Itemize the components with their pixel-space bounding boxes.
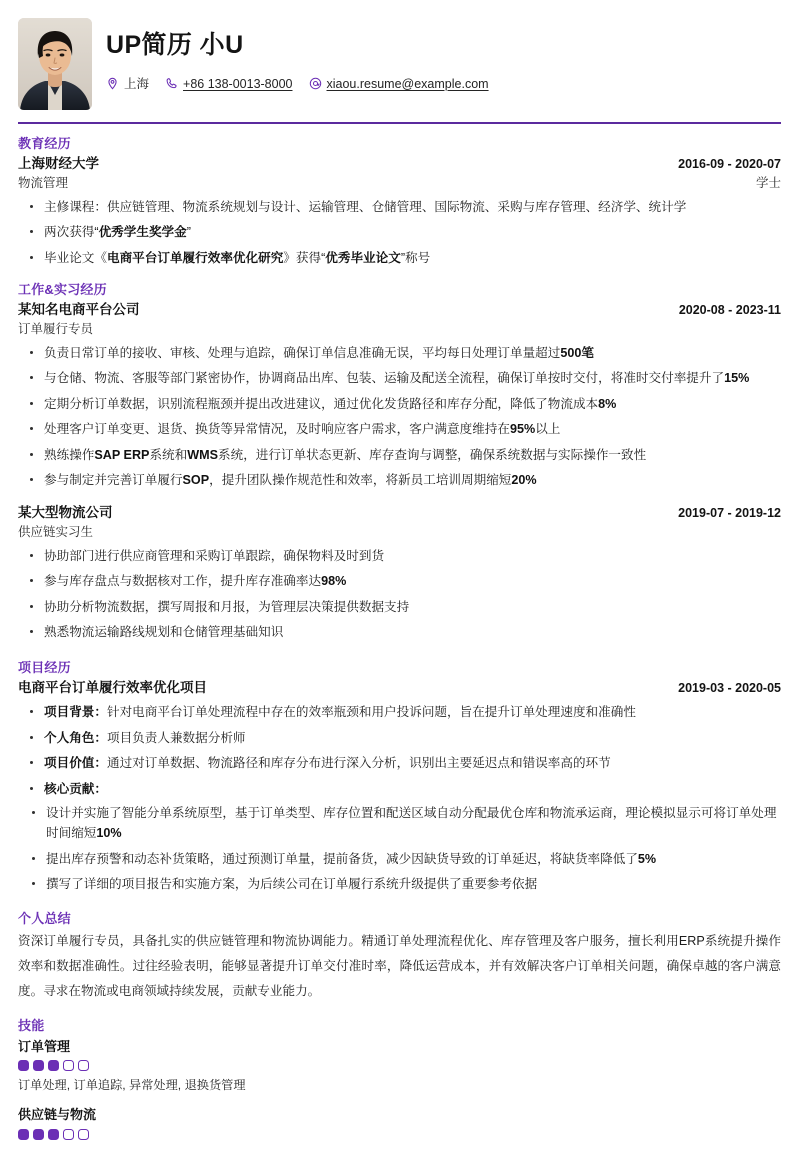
contact-phone-text[interactable]: +86 138-0013-8000 [183, 76, 293, 91]
project-entry-header [18, 678, 781, 698]
section-education [18, 136, 781, 268]
bullet-item: 与仓储、物流、客服等部门紧密协作，协调商品出库、包装、运输及配送全流程，确保订单按时交付，将准时交付率提升了15% [18, 368, 781, 388]
company-name: 某大型物流公司 [18, 505, 113, 521]
skill-dot [78, 1060, 89, 1071]
skill-dot [63, 1129, 74, 1140]
school-name: 上海财经大学 [18, 156, 99, 172]
bullet-item: 熟练操作SAP ERP系统和WMS系统，进行订单状态更新、库存查询与调整，确保系统数据与实际操作一致性 [18, 445, 781, 465]
skill-dot [78, 1129, 89, 1140]
avatar [18, 18, 92, 110]
work-entry [18, 300, 781, 490]
bullet-item: 定期分析订单数据，识别流程瓶颈并提出改进建议，通过优化发货路径和库存分配，降低了物流成本8% [18, 394, 781, 414]
skill-level-dots [18, 1060, 781, 1071]
location-icon [106, 77, 119, 90]
bullet-item: 两次获得“优秀学生奖学金” [18, 222, 781, 242]
work-entry-header [18, 300, 781, 320]
work-entry [18, 503, 781, 642]
contact-email-text[interactable]: xiaou.resume@example.com [326, 76, 489, 91]
skill-item [18, 1037, 781, 1095]
skill-dot [63, 1060, 74, 1071]
section-skills [18, 1018, 781, 1140]
candidate-name: UP简历 小U [106, 31, 244, 59]
education-dates: 2016-09 - 2020-07 [678, 157, 781, 172]
bullet-item: 处理客户订单变更、退货、换货等异常情况，及时响应客户需求，客户满意度维持在95%以上 [18, 419, 781, 439]
skill-dot [33, 1129, 44, 1140]
work-entry-subheader [18, 320, 781, 338]
company-name: 某知名电商平台公司 [18, 302, 140, 318]
section-project [18, 660, 781, 895]
section-summary [18, 911, 781, 1005]
skill-name: 订单管理 [18, 1038, 71, 1054]
bullet-item: 毕业论文《电商平台订单履行效率优化研究》获得“优秀毕业论文”称号 [18, 248, 781, 268]
work-entry-header [18, 503, 781, 523]
section-title-work: 工作&实习经历 [18, 282, 107, 298]
project-dates: 2019-03 - 2020-05 [678, 680, 781, 695]
work-dates: 2019-07 - 2019-12 [678, 506, 781, 521]
bullet-item: 协助部门进行供应商管理和采购订单跟踪，确保物料及时到货 [18, 546, 781, 566]
bullet-item: 核心贡献： [18, 779, 781, 799]
section-work [18, 282, 781, 643]
skill-dot [33, 1060, 44, 1071]
bullet-item: 协助分析物流数据，撰写周报和月报，为管理层决策提供数据支持 [18, 597, 781, 617]
work-entry-subheader [18, 523, 781, 541]
phone-icon [165, 77, 178, 90]
skill-dot [48, 1129, 59, 1140]
bullet-item: 参与库存盘点与数据核对工作，提升库存准确率达98% [18, 571, 781, 591]
degree: 学士 [755, 175, 781, 190]
skill-dot [18, 1129, 29, 1140]
project-bullets [18, 702, 781, 799]
bullet-item: 主修课程：供应链管理、物流系统规划与设计、运输管理、仓储管理、国际物流、采购与库存管理、经济学、统计学 [18, 197, 781, 217]
header-divider [18, 122, 781, 124]
job-title: 订单履行专员 [18, 321, 94, 336]
skill-tags: 订单处理, 订单追踪, 异常处理, 退换货管理 [18, 1078, 246, 1093]
contact-email[interactable] [309, 76, 489, 92]
contact-location-text: 上海 [124, 76, 150, 91]
job-title: 供应链实习生 [18, 524, 94, 539]
major: 物流管理 [18, 175, 69, 190]
bullet-item: 项目背景：针对电商平台订单处理流程中存在的效率瓶颈和用户投诉问题，旨在提升订单处理速度和准确性 [18, 702, 781, 722]
bullet-item: 撰写了详细的项目报告和实施方案，为后续公司在订单履行系统升级提供了重要参考依据 [18, 874, 781, 894]
bullet-item: 项目价值：通过对订单数据、物流路径和库存分布进行深入分析，识别出主要延迟点和错误率高的环节 [18, 753, 781, 773]
section-title-education: 教育经历 [18, 136, 71, 151]
resume-header [18, 16, 781, 120]
project-entry [18, 678, 781, 895]
bullet-item: 参与制定并完善订单履行SOP，提升团队操作规范性和效率，将新员工培训周期缩短20% [18, 470, 781, 490]
project-sub-bullets [18, 803, 781, 895]
project-name: 电商平台订单履行效率优化项目 [18, 679, 207, 695]
summary-text: 资深订单履行专员，具备扎实的供应链管理和物流协调能力。精通订单处理流程优化、库存管理及客户服务，擅长利用ERP系统提升操作效率和数据准确性。过往经验表明，能够显著提升订单交付准时率，降低运营成本，并有效解决客户订单相关问题，确保卓越的客户满意度。寻求在物流或电商领域持续发展，贡献专业能力。 [18, 933, 781, 999]
work-bullets [18, 546, 781, 643]
bullet-item: 设计并实施了智能分单系统原型，基于订单类型、库存位置和配送区域自动分配最优仓库和物流承运商，理论模拟显示可将订单处理时间缩短10% [18, 803, 781, 844]
work-dates: 2020-08 - 2023-11 [678, 303, 781, 318]
skill-dot [18, 1060, 29, 1071]
contact-location [106, 76, 149, 92]
bullet-item: 熟悉物流运输路线规划和仓储管理基础知识 [18, 622, 781, 642]
work-bullets [18, 343, 781, 490]
header-body [106, 18, 781, 92]
bullet-item: 负责日常订单的接收、审核、处理与追踪，确保订单信息准确无误，平均每日处理订单量超过500笔 [18, 343, 781, 363]
skill-level-dots [18, 1129, 781, 1140]
bullet-item: 提出库存预警和动态补货策略，通过预测订单量，提前备货，减少因缺货导致的订单延迟，将缺货率降低了5% [18, 849, 781, 869]
education-entry-header [18, 154, 781, 174]
section-title-skills: 技能 [18, 1018, 45, 1034]
contact-row [106, 76, 781, 92]
education-entry-subheader [18, 174, 781, 192]
email-icon [309, 77, 322, 90]
education-bullets [18, 197, 781, 268]
bullet-item: 个人角色：项目负责人兼数据分析师 [18, 728, 781, 748]
contact-phone[interactable] [165, 76, 292, 92]
section-title-project: 项目经历 [18, 659, 71, 675]
skill-dot [48, 1060, 59, 1071]
skill-item [18, 1105, 781, 1140]
education-entry [18, 154, 781, 268]
section-title-summary: 个人总结 [18, 910, 71, 926]
skill-name: 供应链与物流 [18, 1107, 97, 1123]
